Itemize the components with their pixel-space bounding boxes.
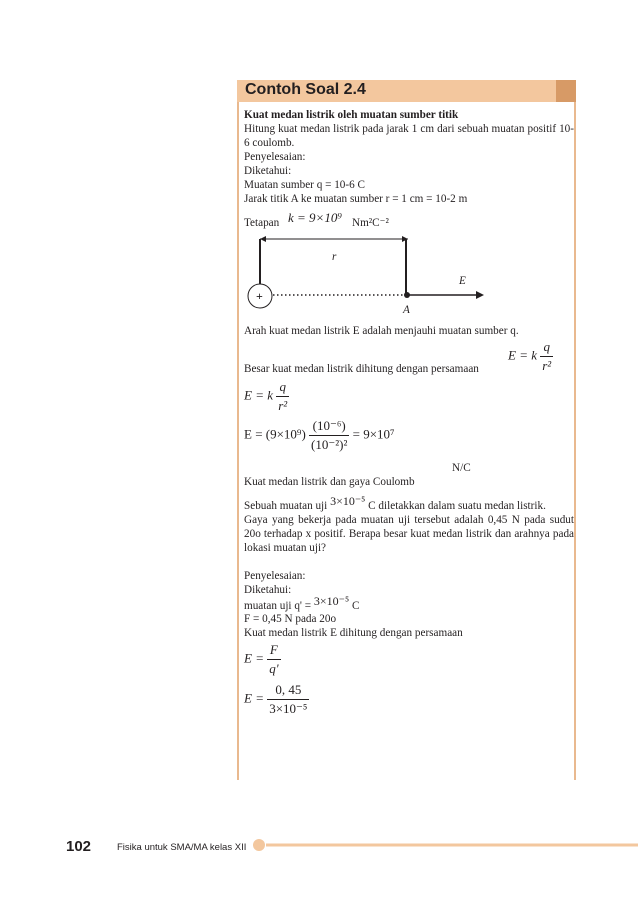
formula3-den: q' (269, 661, 279, 676)
formula-right-num: q (540, 339, 553, 357)
e-label: E (459, 275, 466, 287)
heading-2: Kuat medan listrik dan gaya Coulomb (244, 476, 415, 488)
kuat-text-2: Kuat medan listrik E dihitung dengan persamaan (244, 627, 463, 639)
unit-nc: N/C (452, 462, 471, 474)
tetapan-unit: Nm²C⁻² (352, 217, 389, 229)
problem2-value: 3×10⁻⁵ (330, 494, 366, 508)
formula4-lhs: E = (244, 690, 264, 706)
muatan-uji (244, 594, 360, 613)
formula3-num: F (267, 642, 280, 660)
formula-e-f-q (244, 642, 281, 677)
problem2-rest: Gaya yang bekerja pada muatan uji tersebut adalah 0,45 N pada sudut 20o terhadap x positif. Berapa besar kuat medan listrik dan arahnya pada lokasi muatan uji? (244, 514, 574, 554)
formula2-result: = 9×10⁷ (352, 426, 395, 442)
problem2-a: Sebuah muatan uji (244, 500, 328, 512)
charge-sign: + (256, 289, 263, 303)
formula2-lhs: E = (9×10⁹) (244, 426, 306, 442)
formula2-num: (10⁻⁶) (309, 418, 349, 436)
formula1-lhs: E = k (244, 387, 273, 403)
a-label: A (403, 304, 410, 316)
formula4-num: 0, 45 (267, 682, 309, 700)
formula-right-den: r² (542, 358, 552, 373)
formula-right (508, 339, 553, 374)
formula1-den: r² (278, 398, 288, 413)
formula-e-value (244, 418, 395, 453)
problem2-lead (244, 494, 546, 513)
problem-1: Hitung kuat medan listrik pada jarak 1 cm dari sebuah muatan positif 10-6 coulomb. (244, 123, 574, 149)
diketahui-1: Diketahui: (244, 165, 292, 177)
example-title: Contoh Soal 2.4 (245, 81, 366, 98)
besar-text: Besar kuat medan listrik dihitung dengan persamaan (244, 363, 479, 375)
muatan-uji-value: 3×10⁻⁵ (313, 594, 350, 608)
r-label: r (332, 251, 337, 263)
tetapan-value: k = 9×10⁹ (288, 210, 342, 225)
formula2-den: (10⁻²)² (311, 437, 348, 452)
formula-right-frac (540, 339, 553, 374)
muatan-uji-unit: C (351, 600, 360, 612)
problem2-b: C diletakkan dalam suatu medan listrik. (368, 500, 546, 512)
muatan-uji-label: muatan uji q' = (244, 600, 312, 612)
footer-rule (250, 838, 638, 852)
field-arrowhead (476, 291, 484, 299)
formula1-num: q (276, 379, 289, 397)
formula3-frac (267, 642, 280, 677)
muatan-sumber: Muatan sumber q = 10-6 C (244, 179, 365, 191)
gaya-text: F = 0,45 N pada 20o (244, 613, 337, 625)
arah-text: Arah kuat medan listrik E adalah menjauhi muatan sumber q. (244, 325, 519, 337)
formula-e-numeric (244, 682, 309, 717)
diketahui-2: Diketahui: (244, 584, 292, 596)
page-number: 102 (66, 838, 92, 855)
formula-e-kq-r2 (244, 379, 289, 414)
tetapan-label: Tetapan (244, 217, 280, 229)
formula2-frac (309, 418, 349, 453)
formula-right-lhs: E = k (508, 347, 537, 363)
penyelesaian-1: Penyelesaian: (244, 151, 306, 163)
formula4-frac (267, 682, 309, 717)
jarak-text: Jarak titik A ke muatan sumber r = 1 cm = 10-2 m (244, 193, 468, 205)
heading-1: Kuat medan listrik oleh muatan sumber titik (244, 109, 459, 121)
formula1-frac (276, 379, 289, 414)
book-title: Fisika untuk SMA/MA kelas XII (117, 842, 247, 853)
formula3-lhs: E = (244, 650, 264, 666)
footer-dot (253, 839, 265, 851)
penyelesaian-2: Penyelesaian: (244, 570, 306, 582)
formula4-den: 3×10⁻⁵ (269, 701, 308, 716)
